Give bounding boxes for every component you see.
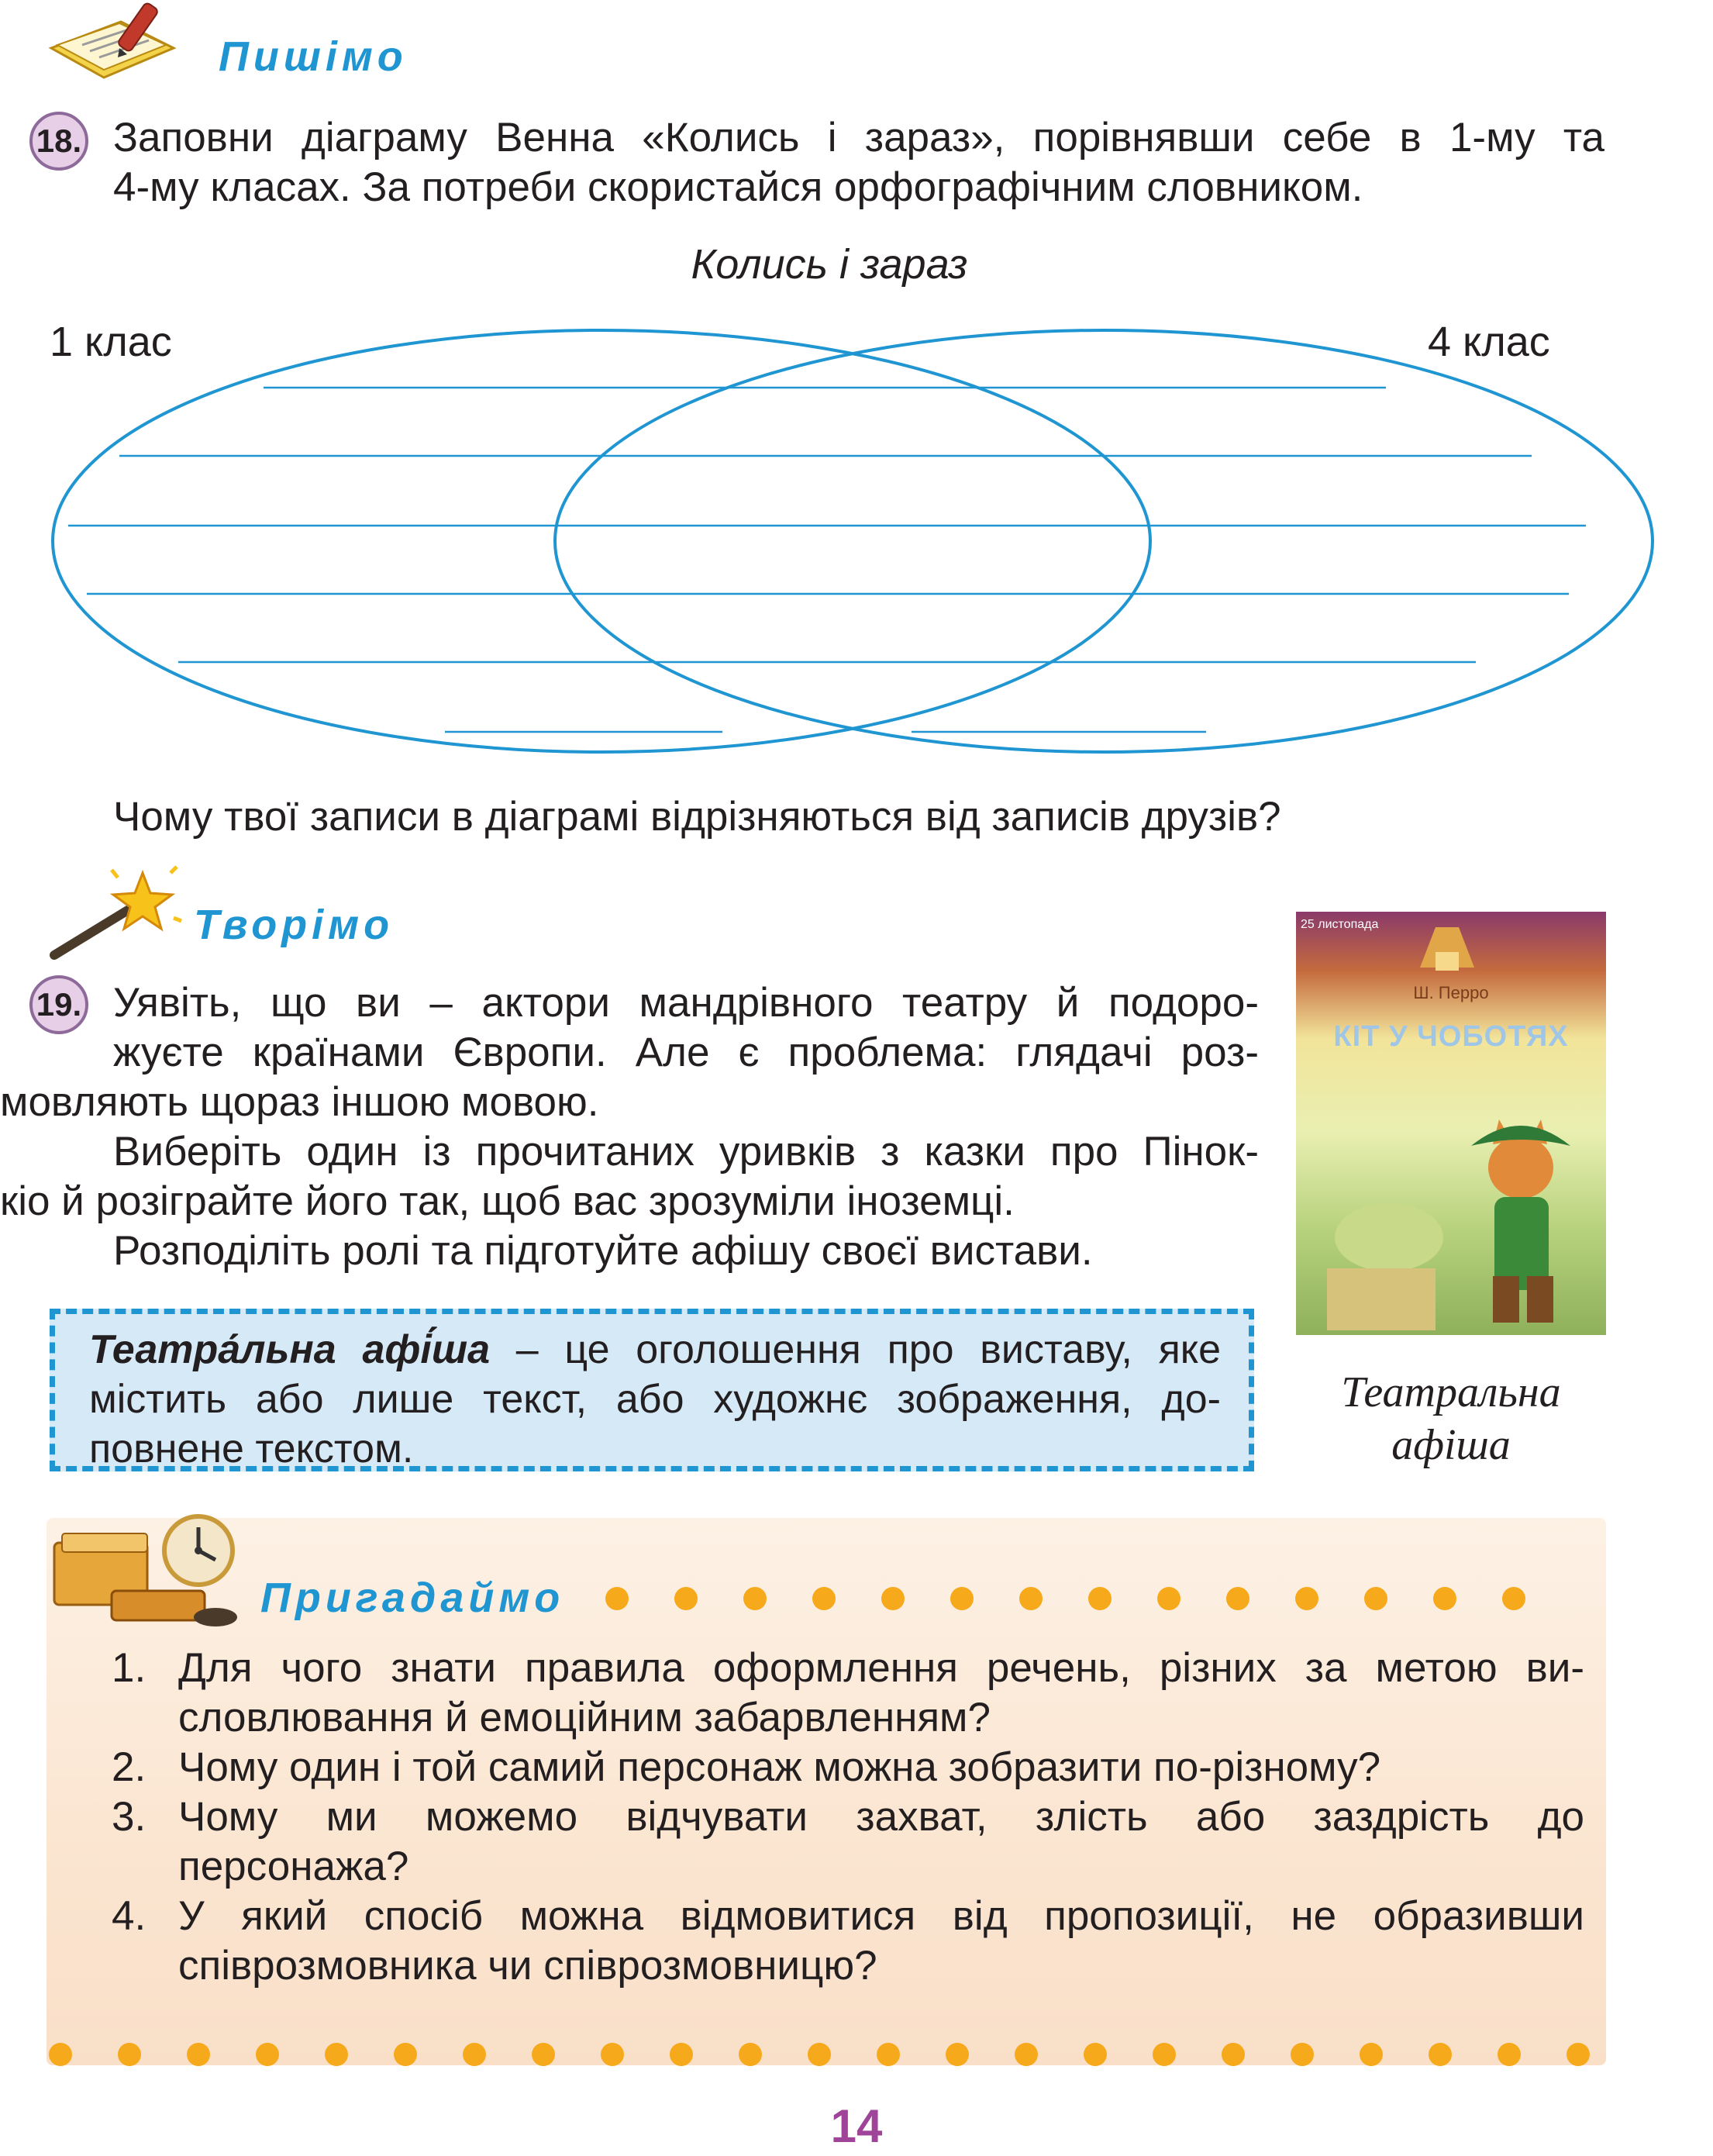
venn-diagram: [0, 0, 1713, 775]
venn-diagram-title: Колись і зараз: [691, 241, 968, 288]
task-18-question: Чому твої записи в діаграмі відрізняються від записів друзів?: [113, 794, 1281, 840]
magic-wand-icon: [43, 864, 183, 964]
decorative-dot: [950, 1587, 974, 1610]
decorative-dot: [1502, 1587, 1525, 1610]
decorative-dot: [601, 2043, 624, 2066]
decorative-dot: [1291, 2043, 1314, 2066]
task-19-line: жуєте країнами Європи. Але є проблема: глядачі роз-: [113, 1030, 1259, 1075]
decorative-dot: [532, 2043, 555, 2066]
question-line: Для чого знати правила оформлення речень, різних за метою ви-: [178, 1645, 1584, 1691]
decorative-dot: [118, 2043, 141, 2066]
question-line: співрозмовника чи співрозмовницю?: [178, 1943, 877, 1989]
decorative-dot: [1433, 1587, 1456, 1610]
task-19-line: Розподіліть ролі та підготуйте афішу своєї вистави.: [113, 1228, 1093, 1274]
decorative-dot: [325, 2043, 348, 2066]
decorative-dot: [674, 1587, 698, 1610]
venn-right-label: 4 клас: [1428, 319, 1550, 365]
decorative-dot: [49, 2043, 72, 2066]
decorative-dot: [1084, 2043, 1107, 2066]
decorative-dot: [394, 2043, 417, 2066]
question-line: Чому ми можемо відчувати захват, злість або заздрість до: [178, 1794, 1584, 1840]
decorative-dot: [1226, 1587, 1249, 1610]
poster-caption-line: афіша: [1391, 1421, 1511, 1469]
recall-question-list: [112, 1644, 1584, 1991]
definition-line: містить або лише текст, або художнє зображення, до-: [89, 1377, 1221, 1422]
question-number: 1.: [112, 1645, 146, 1691]
decorative-dot: [1157, 1587, 1180, 1610]
decorative-dot: [1567, 2043, 1590, 2066]
question-number: 3.: [112, 1794, 146, 1840]
task-19-line: мовляють щораз іншою мовою.: [0, 1079, 599, 1125]
decorative-dot: [743, 1587, 767, 1610]
decorative-dot: [605, 1587, 629, 1610]
decorative-dot: [463, 2043, 486, 2066]
recall-question: [112, 1892, 1584, 1991]
task-number-badge: 18.: [29, 112, 88, 171]
decorative-dot: [187, 2043, 210, 2066]
decorative-dot: [946, 2043, 969, 2066]
definition-text: – це оголошення про виставу, яке: [490, 1327, 1221, 1372]
question-line: персонажа?: [178, 1844, 409, 1889]
recall-question: [112, 1644, 1584, 1743]
venn-circle-right: [555, 330, 1653, 752]
decorative-dot: [1360, 2043, 1383, 2066]
section-heading-write: Пишімо: [219, 33, 408, 80]
poster-date: 25 листопада: [1301, 918, 1379, 931]
task-19-line: Уявіть, що ви – актори мандрівного театру й подоро-: [113, 980, 1259, 1026]
books-clock-icon: [43, 1506, 245, 1630]
venn-circle-left: [53, 330, 1150, 752]
question-line: У який спосіб можна відмовитися від пропозиції, не образивши: [178, 1893, 1584, 1939]
task-19-line: Виберіть один із прочитаних уривків з казки про Пінок-: [113, 1129, 1259, 1175]
decorative-dot: [877, 2043, 900, 2066]
decorative-dot: [1153, 2043, 1176, 2066]
recall-question: [112, 1743, 1584, 1792]
definition-line: [89, 1325, 1221, 1375]
definition-box: [50, 1309, 1254, 1471]
task-18-line: Заповни діаграму Венна «Колись і зараз», порівнявши себе в 1-му та: [113, 115, 1604, 160]
poster-caption: [1288, 1366, 1614, 1471]
task-18-line: 4-му класах. За потреби скористайся орфографічним словником.: [113, 164, 1363, 210]
section-heading-recall: Пригадаймо: [260, 1575, 565, 1621]
decorative-dot: [1364, 1587, 1387, 1610]
decorative-dot: [1222, 2043, 1245, 2066]
decorative-dot: [256, 2043, 279, 2066]
definition-line: повнене текстом.: [89, 1426, 414, 1471]
venn-left-label: 1 клас: [50, 319, 172, 365]
section-heading-create: Творімо: [194, 902, 395, 948]
question-line: Чому один і той самий персонаж можна зобразити по-різному?: [178, 1744, 1381, 1790]
question-number: 4.: [112, 1893, 146, 1939]
question-number: 2.: [112, 1744, 146, 1790]
poster-author: Ш. Перро: [1413, 983, 1489, 1002]
task-number-badge: 19.: [29, 975, 88, 1034]
decorative-dot: [1019, 1587, 1043, 1610]
decorative-dot: [1429, 2043, 1452, 2066]
decorative-dot: [808, 2043, 831, 2066]
decorative-dot: [1295, 1587, 1318, 1610]
poster-caption-line: Театральна: [1341, 1368, 1561, 1416]
question-line: словлювання й емоційним забарвленням?: [178, 1695, 991, 1740]
page-number: 14: [830, 2100, 883, 2152]
task-19-line: кіо й розіграйте його так, щоб вас зрозуміли іноземці.: [0, 1178, 1015, 1224]
theater-poster-image: [1296, 912, 1606, 1335]
decorative-dot: [812, 1587, 836, 1610]
decorative-dot: [881, 1587, 905, 1610]
decorative-dot: [670, 2043, 693, 2066]
recall-question: [112, 1792, 1584, 1892]
definition-term: Театра́льна афі́ша: [89, 1327, 490, 1372]
decorative-dot: [1015, 2043, 1038, 2066]
decorative-dot: [1498, 2043, 1521, 2066]
decorative-dot: [1088, 1587, 1112, 1610]
decorative-dot: [739, 2043, 762, 2066]
poster-title: КІТ У ЧОБОТЯХ: [1333, 1020, 1569, 1053]
